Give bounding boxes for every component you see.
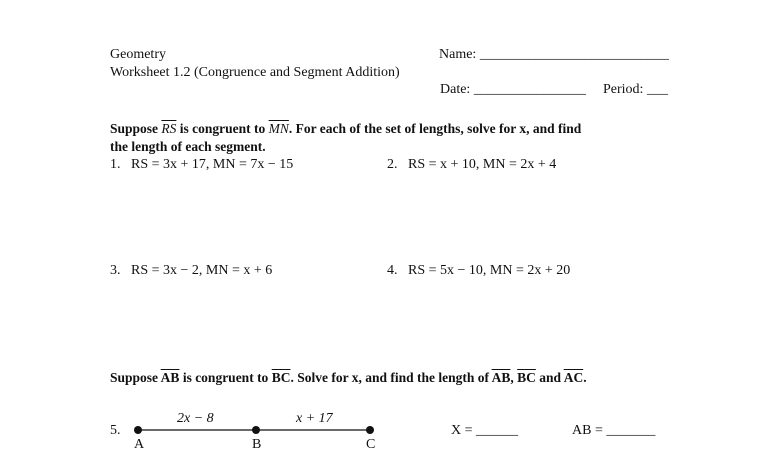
segment-bc-2: $\overline{BC}$ <box>517 370 536 385</box>
problem-5-number: 5. <box>110 423 121 438</box>
segment-ab-2: $\overline{AB}$ <box>491 370 511 385</box>
segment-bc: $\overline{BC}$ <box>271 370 291 385</box>
worksheet-title: Worksheet 1.2 (Congruence and Segment Addition) <box>110 65 400 80</box>
section2-mid1: is congruent to <box>182 370 269 385</box>
section1-prefix: Suppose <box>110 121 159 136</box>
point-a-label: A <box>134 437 145 452</box>
problem-text: RS = x + 10, MN = 2x + 4 <box>408 157 557 172</box>
x-answer-field[interactable]: X = ______ <box>451 423 519 438</box>
problem-number: 1. <box>110 157 121 172</box>
section1-mid: is congruent to <box>179 121 266 136</box>
point-b-dot <box>252 426 260 434</box>
problem-text: RS = 3x − 2, MN = x + 6 <box>131 263 273 278</box>
name-field[interactable]: Name: ___________________________ <box>439 47 669 62</box>
section2-end: . <box>583 370 587 385</box>
date-field[interactable]: Date: ________________ <box>440 82 586 97</box>
point-a-dot <box>134 426 142 434</box>
segment-bc-length-label: x + 17 <box>296 411 333 426</box>
point-c-dot <box>366 426 374 434</box>
period-field[interactable]: Period: ___ <box>603 82 668 97</box>
section1-suffix: . For each of the set of lengths, solve for x, and find <box>288 121 582 136</box>
problem-number: 3. <box>110 263 121 278</box>
problem-text: RS = 5x − 10, MN = 2x + 20 <box>408 263 571 278</box>
point-b-label: B <box>252 437 262 452</box>
section2-mid2: . Solve for x, and find the length of <box>290 370 489 385</box>
section2-and: and <box>539 370 562 385</box>
segment-ab-length-label: 2x − 8 <box>177 411 214 426</box>
course-title: Geometry <box>110 47 166 62</box>
section1-instructions-line2: the length of each segment. <box>110 139 266 154</box>
segment-ac: $\overline{AC}$ <box>563 370 584 385</box>
problem-number: 4. <box>387 263 398 278</box>
problem-number: 2. <box>387 157 398 172</box>
segment-ab: $\overline{AB}$ <box>160 370 180 385</box>
section2-sep: , <box>510 370 514 385</box>
segment-rs: $\overline{RS}$ <box>161 121 177 136</box>
problem-text: RS = 3x + 17, MN = 7x − 15 <box>131 157 294 172</box>
point-c-label: C <box>366 437 376 452</box>
segment-mn: $\overline{MN}$ <box>268 121 289 136</box>
section2-prefix: Suppose <box>110 370 159 385</box>
ab-answer-field[interactable]: AB = _______ <box>572 423 656 438</box>
